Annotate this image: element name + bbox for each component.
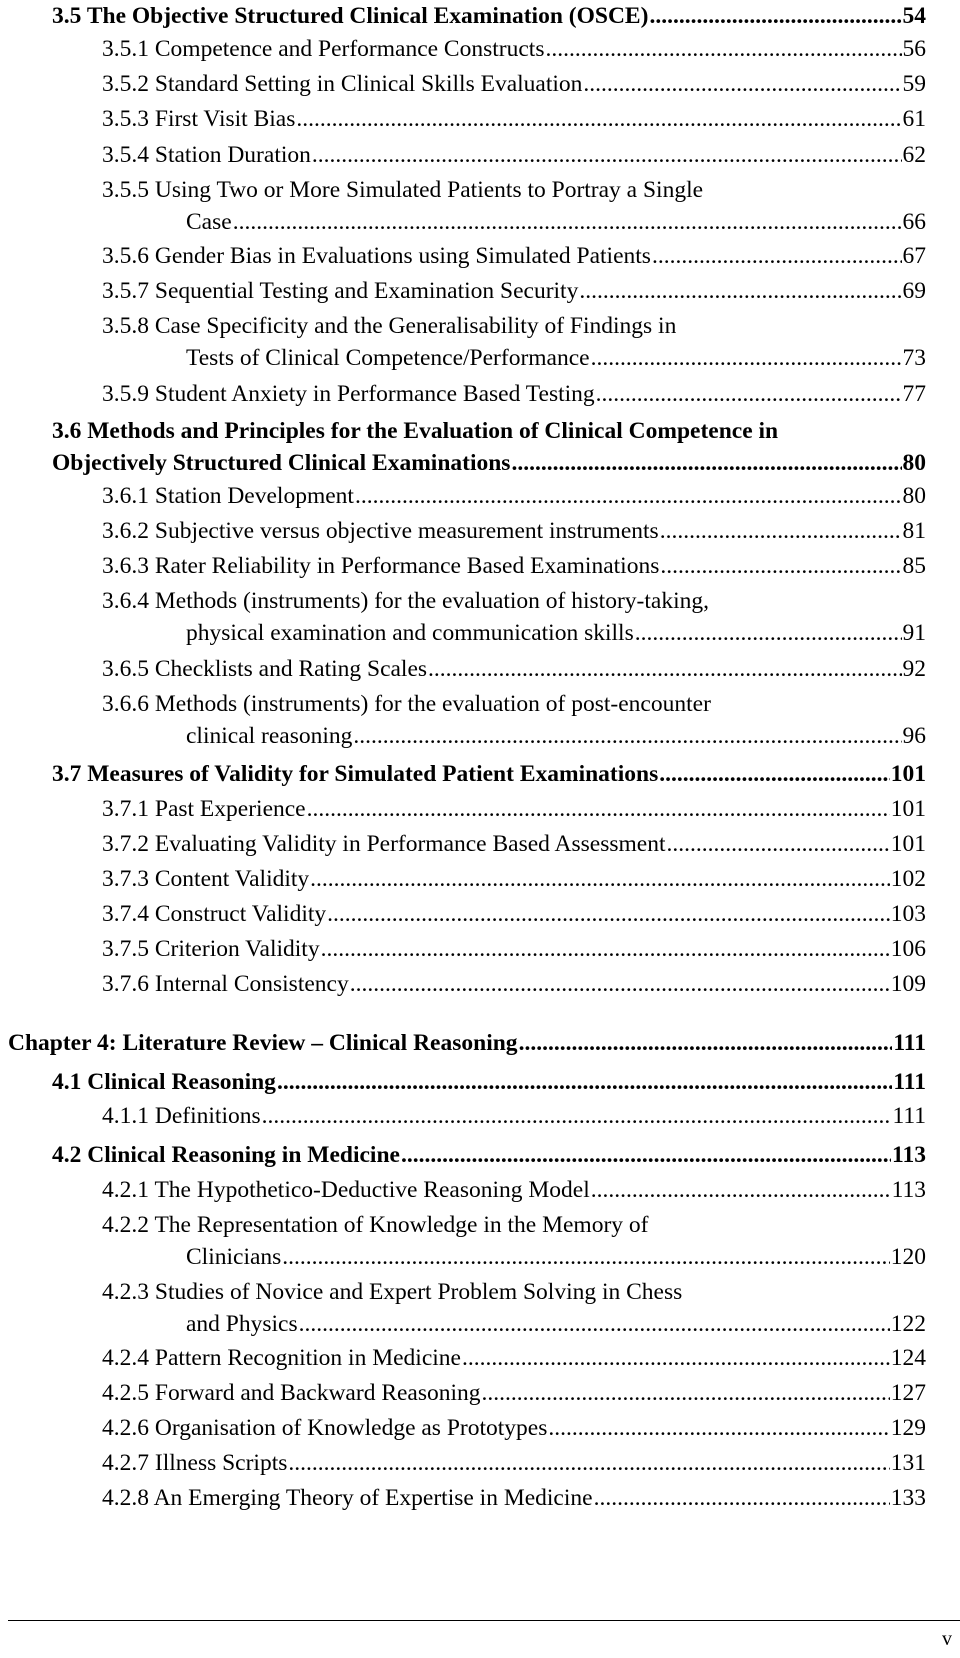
toc-page-number: 101 bbox=[890, 831, 926, 857]
toc-entry-title: 4.2.2 The Representation of Knowledge in the Memory of bbox=[102, 1212, 649, 1238]
toc-page-number: 133 bbox=[890, 1485, 926, 1511]
dot-leader bbox=[462, 1342, 890, 1374]
toc-page-number: 113 bbox=[892, 1142, 926, 1168]
dot-leader bbox=[591, 342, 902, 374]
dot-leader bbox=[660, 550, 901, 582]
toc-entry[interactable] bbox=[102, 653, 926, 685]
toc-entry[interactable] bbox=[52, 1066, 926, 1098]
toc-page-number: 69 bbox=[902, 278, 926, 304]
toc-page-number: 91 bbox=[902, 620, 926, 646]
toc-entry-title: 4.1 Clinical Reasoning bbox=[52, 1069, 276, 1095]
toc-page-number: 131 bbox=[890, 1450, 926, 1476]
toc-entry[interactable] bbox=[102, 103, 926, 135]
toc-entry[interactable] bbox=[102, 793, 926, 825]
dot-leader bbox=[353, 720, 901, 752]
toc-page-number: 96 bbox=[902, 723, 926, 749]
toc-page-number: 56 bbox=[902, 36, 926, 62]
toc-entry[interactable] bbox=[102, 863, 926, 895]
toc-entry[interactable] bbox=[102, 1100, 926, 1132]
dot-leader bbox=[649, 0, 901, 32]
dot-leader bbox=[296, 103, 901, 135]
toc-entry-title: 4.2.5 Forward and Backward Reasoning bbox=[102, 1380, 481, 1406]
toc-page-number: 122 bbox=[890, 1311, 926, 1337]
toc-page-number: 67 bbox=[902, 243, 926, 269]
toc-entry[interactable] bbox=[102, 1342, 926, 1374]
dot-leader bbox=[312, 139, 902, 171]
toc-entry[interactable] bbox=[102, 968, 926, 1000]
dot-leader bbox=[579, 275, 901, 307]
dot-leader bbox=[299, 1308, 890, 1340]
toc-entry-title: 3.5.7 Sequential Testing and Examination Security bbox=[102, 278, 579, 304]
toc-entry[interactable] bbox=[102, 828, 926, 860]
toc-page-number: 66 bbox=[902, 209, 926, 235]
toc-entry-title: 3.5.1 Competence and Performance Constructs bbox=[102, 36, 545, 62]
toc-entry-title: Objectively Structured Clinical Examinations bbox=[52, 450, 511, 476]
dot-leader bbox=[594, 1482, 890, 1514]
toc-page-number: 101 bbox=[890, 761, 926, 787]
toc-page-number: 77 bbox=[902, 381, 926, 407]
toc-entry[interactable] bbox=[52, 0, 926, 32]
toc-page-number: 80 bbox=[902, 450, 926, 476]
dot-leader bbox=[288, 1447, 889, 1479]
toc-entry[interactable] bbox=[52, 1139, 926, 1171]
dot-leader bbox=[660, 515, 902, 547]
toc-entry-title: 3.5.6 Gender Bias in Evaluations using Simulated Patients bbox=[102, 243, 651, 269]
toc-entry[interactable] bbox=[102, 933, 926, 965]
toc-entry-title: 3.7.1 Past Experience bbox=[102, 796, 306, 822]
toc-page-number: 120 bbox=[890, 1244, 926, 1270]
toc-entry-title: 3.7 Measures of Validity for Simulated Patient Examinations bbox=[52, 761, 659, 787]
dot-leader bbox=[482, 1377, 890, 1409]
toc-entry-title: Clinicians bbox=[186, 1244, 282, 1270]
toc-entry[interactable] bbox=[52, 415, 926, 479]
toc-page-number: 59 bbox=[902, 71, 926, 97]
toc-entry-title: 4.2.8 An Emerging Theory of Expertise in Medicine bbox=[102, 1485, 593, 1511]
dot-leader bbox=[511, 447, 901, 479]
dot-leader bbox=[310, 863, 890, 895]
toc-entry[interactable] bbox=[102, 1209, 926, 1273]
toc-entry-title: Case bbox=[186, 209, 232, 235]
toc-entry[interactable] bbox=[102, 1174, 926, 1206]
toc-entry-title: 3.6.5 Checklists and Rating Scales bbox=[102, 656, 428, 682]
toc-page-number: 61 bbox=[902, 106, 926, 132]
toc-entry[interactable] bbox=[102, 33, 926, 65]
toc-page-number: 54 bbox=[902, 3, 926, 29]
toc-entry[interactable] bbox=[102, 515, 926, 547]
footer-rule bbox=[8, 1620, 960, 1621]
dot-leader bbox=[548, 1412, 889, 1444]
toc-entry[interactable] bbox=[102, 585, 926, 649]
toc-entry-title: Chapter 4: Literature Review – Clinical Reasoning bbox=[8, 1030, 518, 1056]
toc-entry-title: 4.2.4 Pattern Recognition in Medicine bbox=[102, 1345, 461, 1371]
toc-page-number: 113 bbox=[891, 1177, 926, 1203]
toc-page-number: 111 bbox=[893, 1069, 926, 1095]
toc-entry-title: 4.1.1 Definitions bbox=[102, 1103, 261, 1129]
toc-entry-title: physical examination and communication skills bbox=[186, 620, 634, 646]
toc-entry-title: Tests of Clinical Competence/Performance bbox=[186, 345, 590, 371]
toc-entry-title: 3.7.3 Content Validity bbox=[102, 866, 310, 892]
dot-leader bbox=[282, 1241, 889, 1273]
toc-page-number: 127 bbox=[890, 1380, 926, 1406]
dot-leader bbox=[401, 1139, 891, 1171]
toc-entry[interactable] bbox=[102, 310, 926, 374]
dot-leader bbox=[321, 933, 890, 965]
dot-leader bbox=[666, 828, 889, 860]
toc-entry-title: 4.2.6 Organisation of Knowledge as Prototypes bbox=[102, 1415, 548, 1441]
toc-entry[interactable] bbox=[102, 480, 926, 512]
toc-entry-title: and Physics bbox=[186, 1311, 298, 1337]
toc-entry-title: 3.6.3 Rater Reliability in Performance Based Examinations bbox=[102, 553, 660, 579]
toc-entry-title: 3.5.5 Using Two or More Simulated Patients to Portray a Single bbox=[102, 177, 704, 203]
dot-leader bbox=[659, 758, 890, 790]
dot-leader bbox=[327, 898, 890, 930]
toc-page-number: 80 bbox=[902, 483, 926, 509]
toc-page-number: 124 bbox=[890, 1345, 926, 1371]
toc-page-number: 111 bbox=[892, 1103, 926, 1129]
dot-leader bbox=[262, 1100, 892, 1132]
toc-entry-title: 3.5.2 Standard Setting in Clinical Skills Evaluation bbox=[102, 71, 583, 97]
toc-entry[interactable] bbox=[102, 550, 926, 582]
toc-page-number: 129 bbox=[890, 1415, 926, 1441]
toc-entry[interactable] bbox=[52, 758, 926, 790]
toc-entry[interactable] bbox=[102, 1482, 926, 1514]
toc-entry-title: 4.2 Clinical Reasoning in Medicine bbox=[52, 1142, 400, 1168]
toc-entry-title: 4.2.3 Studies of Novice and Expert Problem Solving in Chess bbox=[102, 1279, 683, 1305]
dot-leader bbox=[583, 68, 901, 100]
dot-leader bbox=[233, 206, 902, 238]
toc-entry[interactable] bbox=[102, 139, 926, 171]
toc-entry-title: 4.2.1 The Hypothetico-Deductive Reasoning Model bbox=[102, 1177, 590, 1203]
dot-leader bbox=[652, 240, 902, 272]
toc-entry-title: 3.5 The Objective Structured Clinical Examination (OSCE) bbox=[52, 3, 649, 29]
toc-entry-title: 3.5.4 Station Duration bbox=[102, 142, 311, 168]
toc-entry-title: 3.7.2 Evaluating Validity in Performance Based Assessment bbox=[102, 831, 666, 857]
dot-leader bbox=[350, 968, 890, 1000]
dot-leader bbox=[596, 378, 902, 410]
toc-entry-title: 3.6.2 Subjective versus objective measurement instruments bbox=[102, 518, 659, 544]
dot-leader bbox=[307, 793, 890, 825]
toc-entry-title: 3.5.8 Case Specificity and the Generalisability of Findings in bbox=[102, 313, 677, 339]
toc-entry[interactable] bbox=[102, 1377, 926, 1409]
toc-page-number: 103 bbox=[890, 901, 926, 927]
toc-entry[interactable] bbox=[8, 1027, 926, 1059]
toc-entry[interactable] bbox=[102, 1276, 926, 1340]
toc-entry-title: 3.7.5 Criterion Validity bbox=[102, 936, 320, 962]
toc-page-number: 111 bbox=[893, 1030, 926, 1056]
toc-entry-title: 3.7.6 Internal Consistency bbox=[102, 971, 349, 997]
dot-leader bbox=[545, 33, 901, 65]
toc-entry[interactable] bbox=[102, 378, 926, 410]
toc-page-number: 81 bbox=[902, 518, 926, 544]
dot-leader bbox=[519, 1027, 893, 1059]
dot-leader bbox=[635, 617, 902, 649]
dot-leader bbox=[591, 1174, 891, 1206]
toc-entry[interactable] bbox=[102, 1412, 926, 1444]
toc-entry-title: 3.5.9 Student Anxiety in Performance Based Testing bbox=[102, 381, 595, 407]
toc-entry[interactable] bbox=[102, 1447, 926, 1479]
toc-page-number: 102 bbox=[890, 866, 926, 892]
toc-page-number: 62 bbox=[902, 142, 926, 168]
page-number: v bbox=[942, 1628, 952, 1650]
toc-entry-title: 3.6.6 Methods (instruments) for the evaluation of post-encounter bbox=[102, 691, 711, 717]
toc-page-number: 92 bbox=[902, 656, 926, 682]
toc-entry-title: 3.7.4 Construct Validity bbox=[102, 901, 327, 927]
dot-leader bbox=[277, 1066, 892, 1098]
toc-entry-title: clinical reasoning bbox=[186, 723, 353, 749]
toc-page-number: 85 bbox=[902, 553, 926, 579]
toc-entry[interactable] bbox=[102, 275, 926, 307]
toc-entry-title: 3.6 Methods and Principles for the Evaluation of Clinical Competence in bbox=[52, 418, 779, 444]
toc-page-number: 101 bbox=[890, 796, 926, 822]
toc-entry-title: 3.5.3 First Visit Bias bbox=[102, 106, 296, 132]
toc-page-number: 109 bbox=[890, 971, 926, 997]
toc-entry[interactable] bbox=[102, 688, 926, 752]
toc-entry-title: 3.6.4 Methods (instruments) for the evaluation of history-taking, bbox=[102, 588, 709, 614]
toc-entry[interactable] bbox=[102, 898, 926, 930]
toc-entry[interactable] bbox=[102, 240, 926, 272]
toc-entry-title: 4.2.7 Illness Scripts bbox=[102, 1450, 288, 1476]
dot-leader bbox=[355, 480, 902, 512]
toc-entry[interactable] bbox=[102, 174, 926, 238]
dot-leader bbox=[428, 653, 901, 685]
toc-page-number: 73 bbox=[902, 345, 926, 371]
toc-entry[interactable] bbox=[102, 68, 926, 100]
toc-entry-title: 3.6.1 Station Development bbox=[102, 483, 354, 509]
toc-page-number: 106 bbox=[890, 936, 926, 962]
